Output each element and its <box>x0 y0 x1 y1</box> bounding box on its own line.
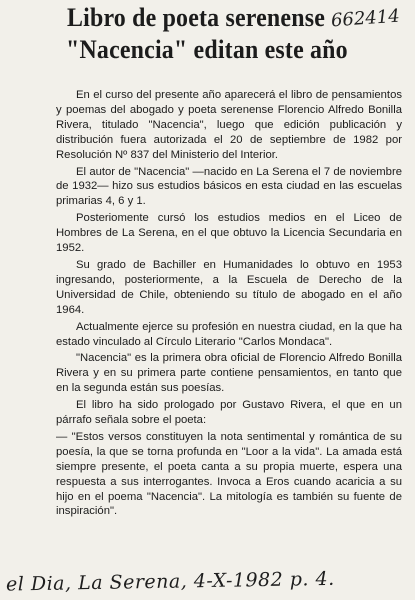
headline-line-2: "Nacencia" editan este año <box>66 35 348 64</box>
article-paragraph: Posteriomente cursó los estudios medios en el Liceo de Hombres de La Serena, en el que obtuvo la Licencia Secundaria en 1952. <box>56 212 402 255</box>
article-paragraph: El autor de "Nacencia" —nacido en La Serena el 7 de noviembre de 1932— hizo sus estudios básicos en esta ciudad en las escuelas primarias 4, 6 y 1. <box>56 165 402 208</box>
handwritten-catalog-number: 662414 <box>330 5 401 32</box>
article-paragraph: En el curso del presente año aparecerá el libro de pensamientos y poemas del abogado y poeta serenense Florencio Alfredo Bonilla Rivera, titulado "Nacencia", luego que edición publicación y distribución fuera autorizada el 20 de septiembre de 1982 por Resolución Nº 837 del Ministerio del Interior. <box>56 89 402 161</box>
article-body <box>56 88 402 521</box>
article-paragraph: Actualmente ejerce su profesión en nuestra ciudad, en la que ha estado vinculado al Círculo Literario "Carlos Mondaca". <box>56 320 402 348</box>
headline-line-1: Libro de poeta serenense <box>66 3 326 32</box>
article-paragraph: Su grado de Bachiller en Humanidades lo obtuvo en 1953 ingresando, posteriormente, a la Escuela de Derecho de la Universidad de Chile, obteniendo su título de abogado en el año 1964. <box>56 258 402 316</box>
article-paragraph: "Nacencia" es la primera obra oficial de Florencio Alfredo Bonilla Rivera y en su primera parte contiene pensamientos, en tanto que en la segunda están sus poesías. <box>56 352 402 395</box>
article-paragraph: El libro ha sido prologado por Gustavo Rivera, el que en un párrafo señala sobre el poeta: <box>56 399 402 427</box>
article-quote: — "Estos versos constituyen la nota sentimental y romántica de su poesía, la que se torna profunda en "Loor a la vida". La amada está siempre presente, el poeta canta a su propia muerte, espera una respuesta a sus interrogantes. Invoca a Eros cuando acaricia a su hijo en el poema "Nacencia". La mitología es también su fuente de inspiración". <box>56 430 402 518</box>
handwritten-source-note: el Dia, La Serena, 4-X-1982 p. 4. <box>5 567 335 596</box>
